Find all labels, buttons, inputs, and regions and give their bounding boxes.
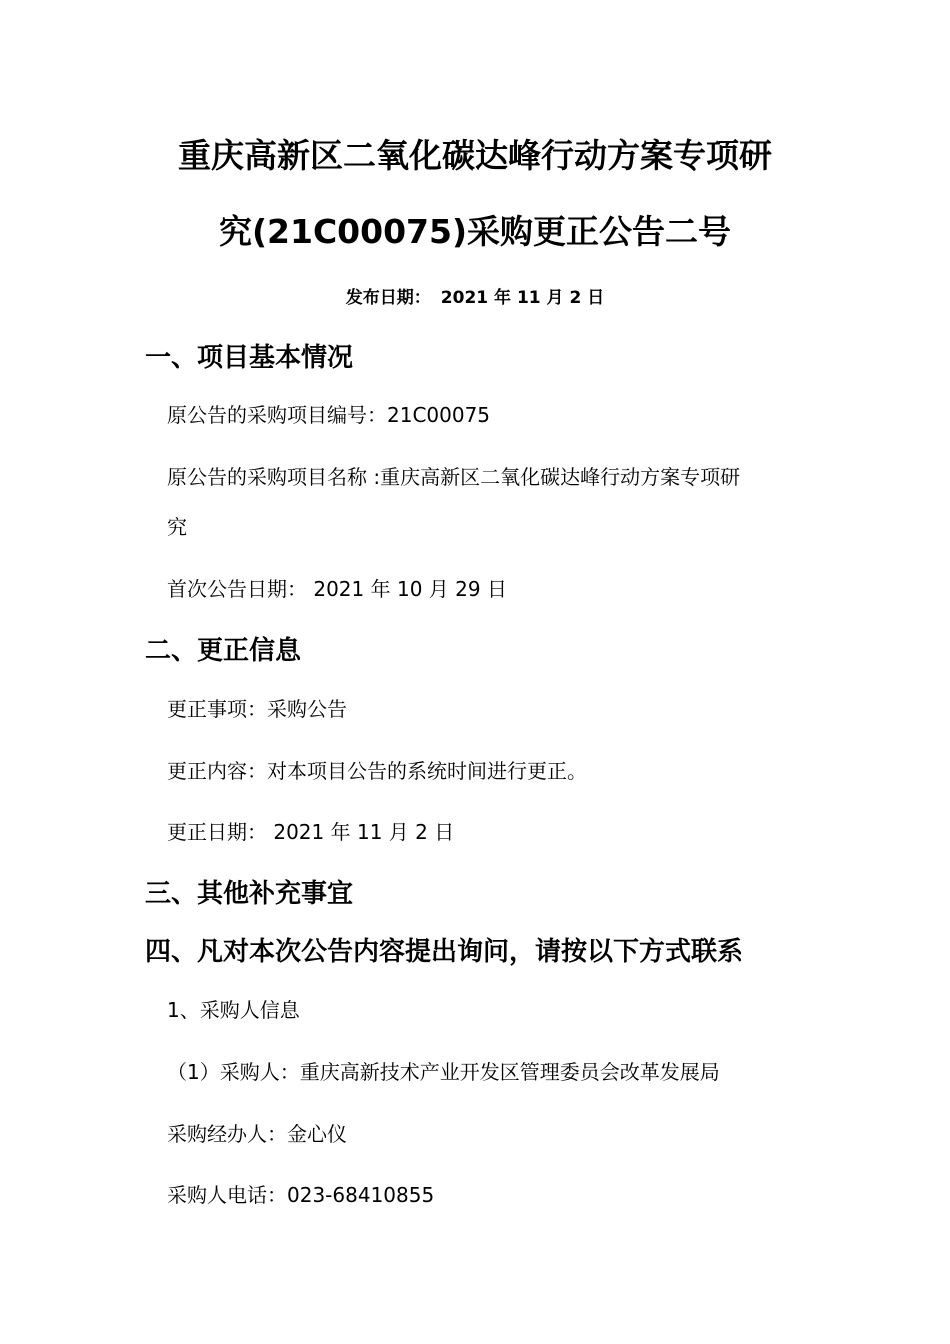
purchaser-info-heading: 1、采购人信息 (167, 998, 300, 1022)
correction-content: 更正内容：对本项目公告的系统时间进行更正。 (167, 759, 587, 783)
section-heading-correction-info: 二、更正信息 (145, 636, 302, 666)
publish-date-value: 2021 年 11 月 2 日 (440, 288, 605, 308)
purchaser-phone: 采购人电话：023-68410855 (167, 1183, 435, 1207)
section-heading-basic-info: 一、项目基本情况 (145, 343, 354, 373)
correction-date: 更正日期： 2021 年 11 月 2 日 (167, 820, 455, 844)
section-heading-other-matters: 三、其他补充事宜 (145, 879, 354, 909)
first-announcement-date: 首次公告日期： 2021 年 10 月 29 日 (167, 577, 507, 601)
document-title-line-1: 重庆高新区二氧化碳达峰行动方案专项研 (178, 136, 772, 175)
original-project-number: 原公告的采购项目编号：21C00075 (167, 403, 491, 427)
purchaser-name: （1）采购人：重庆高新技术产业开发区管理委员会改革发展局 (167, 1060, 720, 1084)
publish-date-label: 发布日期： (345, 288, 431, 308)
publish-date-line (0, 286, 950, 310)
correction-item: 更正事项：采购公告 (167, 697, 347, 721)
document-title-line-2: 究(21C00075)采购更正公告二号 (218, 212, 732, 251)
purchaser-handler: 采购经办人：金心仪 (167, 1122, 347, 1146)
original-project-name: 原公告的采购项目名称 :重庆高新区二氧化碳达峰行动方案专项研 (167, 465, 741, 489)
original-project-name-continued: 究 (167, 515, 187, 539)
section-heading-contact: 四、凡对本次公告内容提出询问，请按以下方式联系 (145, 937, 744, 967)
